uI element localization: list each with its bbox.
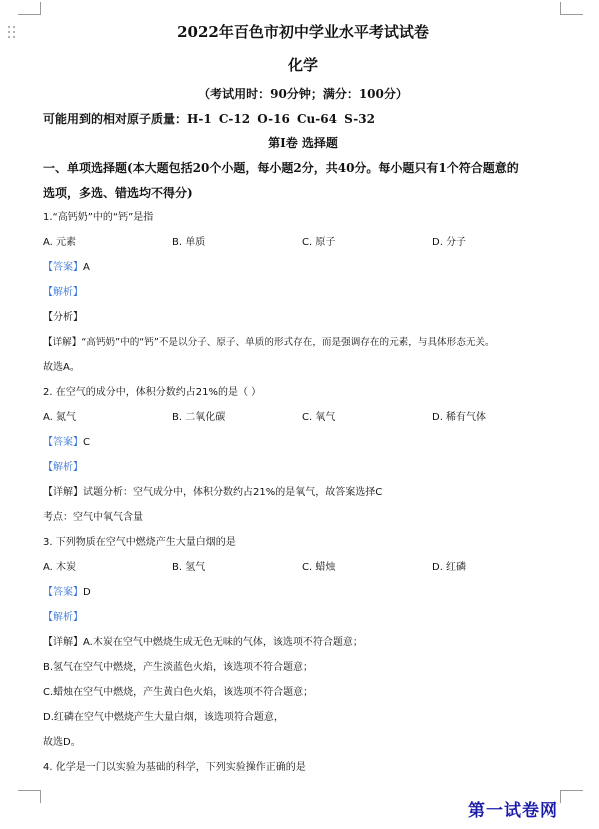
q3-detail-c: C.蜡烛在空气中燃烧，产生黄白色火焰，该选项不符合题意； <box>43 687 314 698</box>
q3-detail-b: B.氢气在空气中燃烧，产生淡蓝色火焰，该选项不符合题意； <box>43 662 314 673</box>
site-watermark: 第一试卷网 <box>468 801 558 821</box>
part-heading: 第I卷 选择题 <box>268 136 338 150</box>
q1-option-b: B. 单质 <box>172 237 206 248</box>
q1-conclusion: 故选A。 <box>43 362 80 373</box>
q3-option-b: B. 氢气 <box>172 562 206 573</box>
q1-analysis-tag: 【解析】 <box>43 287 83 298</box>
section-heading-line2: 选项，多选、错选均不得分) <box>43 186 193 200</box>
q3-detail-d: D.红磷在空气中燃烧产生大量白烟，该选项符合题意， <box>43 712 284 723</box>
crop-mark-bottom-left <box>18 790 41 803</box>
q1-fenxi: 【分析】 <box>43 312 83 323</box>
subject-heading: 化学 <box>287 56 318 74</box>
q3-option-c: C. 蜡烛 <box>302 562 336 573</box>
exam-info: （考试用时：90分钟；满分：100分） <box>198 87 408 101</box>
q3-option-d: D. 红磷 <box>432 562 467 573</box>
q1-stem: 1.“高钙奶”中的“钙”是指 <box>43 212 154 223</box>
section-heading-line1: 一、单项选择题(本大题包括20个小题，每小题2分，共40分。每小题只有1个符合题意的 <box>43 161 519 175</box>
drag-handle-icon[interactable] <box>8 26 18 40</box>
q2-detail: 【详解】试题分析：空气成分中，体积分数约占21%的是氧气，故答案选择C <box>43 487 383 498</box>
q3-detail-a: 【详解】A.木炭在空气中燃烧生成无色无味的气体，该选项不符合题意； <box>43 637 363 648</box>
q1-detail: 【详解】“高钙奶”中的“钙”不是以分子、原子、单质的形式存在，而是强调存在的元素，与具体形态无关。 <box>43 337 495 348</box>
q3-conclusion: 故选D。 <box>43 737 81 748</box>
q2-analysis-tag: 【解析】 <box>43 462 83 473</box>
crop-mark-bottom-right <box>560 790 583 803</box>
answer-tag: 【答案】 <box>43 587 83 598</box>
document-title: 2022年百色市初中学业水平考试试卷 <box>177 23 429 41</box>
answer-tag: 【答案】 <box>43 437 83 448</box>
q1-option-c: C. 原子 <box>302 237 336 248</box>
q3-analysis-tag: 【解析】 <box>43 612 83 623</box>
q1-answer-value: A <box>83 262 90 273</box>
q2-option-a: A. 氮气 <box>43 412 77 423</box>
q2-note: 考点：空气中氧气含量 <box>43 512 143 523</box>
q3-stem: 3. 下列物质在空气中燃烧产生大量白烟的是 <box>43 537 236 548</box>
q3-answer-value: D <box>83 587 91 598</box>
q2-answer <box>43 436 90 450</box>
q1-answer <box>43 261 90 275</box>
q2-answer-value: C <box>83 437 90 448</box>
q3-answer <box>43 586 91 600</box>
q2-option-c: C. 氧气 <box>302 412 336 423</box>
q1-option-a: A. 元素 <box>43 237 77 248</box>
q4-stem: 4. 化学是一门以实验为基础的科学，下列实验操作正确的是 <box>43 762 306 773</box>
crop-mark-top-left <box>18 2 41 15</box>
q2-stem: 2. 在空气的成分中，体积分数约占21%的是（ ） <box>43 387 262 398</box>
q2-option-d: D. 稀有气体 <box>432 412 487 423</box>
answer-tag: 【答案】 <box>43 262 83 273</box>
q2-option-b: B. 二氧化碳 <box>172 412 226 423</box>
atomic-mass-line: 可能用到的相对原子质量：H-1 C-12 O-16 Cu-64 S-32 <box>43 112 375 126</box>
crop-mark-top-right <box>560 2 583 15</box>
q1-option-d: D. 分子 <box>432 237 467 248</box>
q3-option-a: A. 木炭 <box>43 562 77 573</box>
